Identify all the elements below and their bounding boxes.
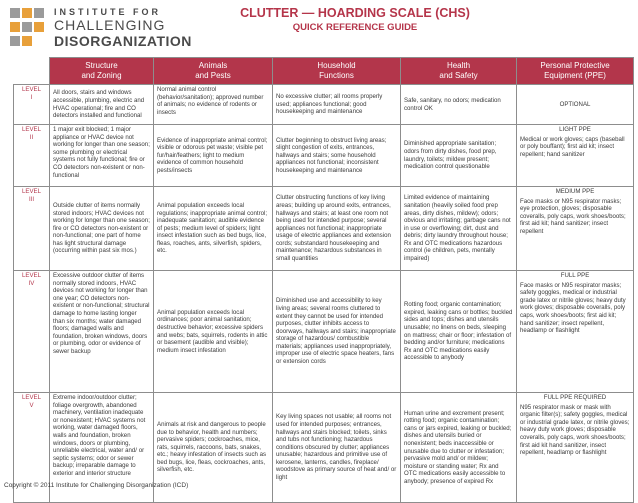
cell-household: Key living spaces not usable; all rooms not used for intended purposes; entrances, hallways and stairs blocked; toilets, sinks and tubs not functioning; hazardous conditions obscured by clutter; appliances unusable; hazardous and primitive use of kerosene, lanterns, candles, fireplace/ woodstove as primary source of heat and/ or light — [273, 393, 401, 503]
column-header-health: Health and Safety — [401, 58, 517, 85]
cell-animals: Animal population exceeds local ordinances; poor animal sanitation; destructive behavior; excessive spiders and webs; bats, squirrels, rodents in attic or basement (audible and visible); medium insect infestation — [154, 271, 273, 393]
ppe-level-heading: MEDIUM PPE — [555, 188, 595, 195]
cell-structure: 1 major exit blocked; 1 major appliance or HVAC device not working for longer than one season; some plumbing or electrical systems not fully functional; fire or CO detectors non-existent or non-functional — [50, 125, 154, 187]
table-row-level-3 — [14, 187, 634, 271]
cell-structure: Outside clutter of items normally stored indoors; HVAC devices not working for longer than one season; fire or CO detectors non-existent or non-functional; one part of home has light structural damage (occurring within past six mos.) — [50, 187, 154, 271]
level-label: LEVEL III — [14, 187, 50, 271]
table-row-level-4 — [14, 271, 634, 393]
cell-animals: Animals at risk and dangerous to people due to behavior, health and numbers; pervasive spiders; cockroaches, mice, rats, squirrels, raccoons, bats, snakes, etc.; heavy infestation of insects such as bed bugs, lice, fleas, cockroaches, ants, silverfish, etc. — [154, 393, 273, 503]
icd-logo — [8, 6, 208, 50]
cell-health: Safe, sanitary, no odors; medication control OK — [401, 85, 517, 125]
column-header-structure: Structure and Zoning — [50, 58, 154, 85]
cell-household: Clutter obstructing functions of key living areas; building up around exits, entrances, hallways and stairs; at least one room not being used for intended purpose; several appliances not functional; inappropriate usage of electric appliances and extension cords; substandard housekeeping and maintenance; hazardous substances in small quantities — [273, 187, 401, 271]
cell-household: Diminished use and accessibility to key living areas; several rooms cluttered to extent they cannot be used for intended purposes, clutter inhibits access to doorways, hallways and stairs; inappropriate storage of hazardous/ combustible materials; appliances used inappropriately, improper use of electric space heaters, fans or extension cords — [273, 271, 401, 393]
table-row-level-1 — [14, 85, 634, 125]
cell-health: Diminished appropriate sanitation; odors from dirty dishes, food prep, laundry, toilets; mildew present; medication control questionable — [401, 125, 517, 187]
column-header-household: Household Functions — [273, 58, 401, 85]
cell-ppe: OPTIONAL — [517, 85, 634, 125]
page-subtitle: QUICK REFERENCE GUIDE — [292, 22, 418, 33]
cell-health: Human urine and excrement present; rotting food; organic contamination; cans or jars expired, leaking or buckled; dishes and utensils buried or nonexistent; beds inaccessible or unusable due to clutter or infestation; pervasive mold and/ or mildew; moisture or standing water; Rx and OTC medications easily accessible to anybody; presence of expired Rx — [401, 393, 517, 503]
logo-line-2: CHALLENGING — [54, 17, 166, 33]
cell-household: No excessive clutter; all rooms properly used; appliances functional; good housekeeping and maintenance — [273, 85, 401, 125]
ppe-level-heading: FULL PPE — [560, 272, 590, 279]
column-header-animals: Animals and Pests — [154, 58, 273, 85]
cell-ppe: MEDIUM PPE Face masks or N95 respirator masks; eye protection, gloves; disposable coveralls, poly caps, work shoes/boots; first aid kit; hand sanitizer; insect repellent — [517, 187, 634, 271]
column-header-ppe: Personal Protective Equipment (PPE) — [517, 58, 634, 85]
ppe-level-heading: FULL PPE REQUIRED — [543, 394, 607, 401]
table-row-level-2 — [14, 125, 634, 187]
header — [0, 0, 638, 56]
cell-ppe: FULL PPE REQUIRED N95 respirator mask or mask with organic filter(s); safety goggles, medical or industrial grade latex, or nitrile gloves; heavy duty work gloves; disposable coveralls, poly caps, work shoes/boots; first aid kit hand sanitizer, insect repellent, headlamp or flashlight — [517, 393, 634, 503]
ppe-level-heading: LIGHT PPE — [559, 126, 591, 133]
cell-structure: Extreme indoor/outdoor clutter; foliage overgrowth, abandoned machinery, ventilation inadequate or nonexistent; HVAC systems not working, water damaged floors, walls and foundation, broken windows, doors or plumbing, unreliable electrical, water and/ or septic systems; odor or sewer backup; irreparable damage to exterior and interior structure — [50, 393, 154, 503]
page-title: CLUTTER — HOARDING SCALE (CHS) — [240, 6, 470, 20]
copyright-notice: Copyright © 2011 Institute for Challenging Disorganization (ICD) — [4, 482, 189, 489]
cell-animals: Animal population exceeds local regulations; inappropriate animal control; inadequate sanitation; audible evidence of pests; medium level of spiders; light insect infestation such as bed bugs, lice, fleas, roaches, ants, silverfish, spiders, etc. — [154, 187, 273, 271]
level-label: LEVEL I — [14, 85, 50, 125]
cell-health: Rotting food; organic contamination; expired, leaking cans or bottles; buckled sides and tops; dishes and utensils unusable; no linens on beds, sleeping on mattress; chair or floor; infestation of bedding and/or furniture; medications Rx and OTC medications easily accessible to anybody — [401, 271, 517, 393]
cell-health: Limited evidence of maintaining sanitation (heavily soiled food prep areas, dirty dishes, mildew); odors; obvious and irritating; garbage cans not in use or overflowing; dirt, dust and debris; dirty laundry throughout house; Rx and OTC medications hazardous control (ie children, pets, mentally impaired) — [401, 187, 517, 271]
cell-structure: All doors, stairs and windows accessible, plumbing, electric and HVAC operational; fire and CO detectors installed and functional — [50, 85, 154, 125]
cell-household: Clutter beginning to obstruct living areas; slight congestion of exits, entrances, hallways and stairs; some household appliances not functional; inconsistent housekeeping and maintenance — [273, 125, 401, 187]
cell-animals: Evidence of inappropriate animal control; visible or odorous pet waste; visible pet fur/hair/feathers; light to medium evidence of common household pests/insects — [154, 125, 273, 187]
cell-animals: Normal animal control (behavior/sanitation); approved number of animals; no evidence of rodents or insects — [154, 85, 273, 125]
logo-line-1: INSTITUTE FOR — [54, 7, 161, 17]
table-header-row — [14, 58, 634, 85]
logo-line-3: DISORGANIZATION — [54, 33, 192, 49]
icd-logo-icon — [8, 6, 48, 50]
level-label: LEVEL II — [14, 125, 50, 187]
level-label: LEVEL V — [14, 393, 50, 503]
hoarding-scale-table — [13, 57, 634, 503]
level-label: LEVEL IV — [14, 271, 50, 393]
cell-ppe: FULL PPE Face masks or N95 respirator masks; safety goggles, medical or industrial grade latex or nitrile gloves; heavy duty work gloves; disposable coveralls, poly caps, work shoes/boots; first aid kit; hand sanitizer; insect repellent, headlamp or flashlight — [517, 271, 634, 393]
cell-ppe: LIGHT PPE Medical or work gloves; caps (baseball or poly bouffant); first aid kit; insect repellent; hand sanitizer — [517, 125, 634, 187]
cell-structure: Excessive outdoor clutter of items normally stored indoors, HVAC devices not working for longer than one year; CO detectors non-existent or non-functional; structural damage to home lasting longer than six months; water damaged floors; damaged walls and foundation, broken windows, doors or plumbing, odor or evidence of sewer backup — [50, 271, 154, 393]
header-corner — [14, 58, 50, 85]
